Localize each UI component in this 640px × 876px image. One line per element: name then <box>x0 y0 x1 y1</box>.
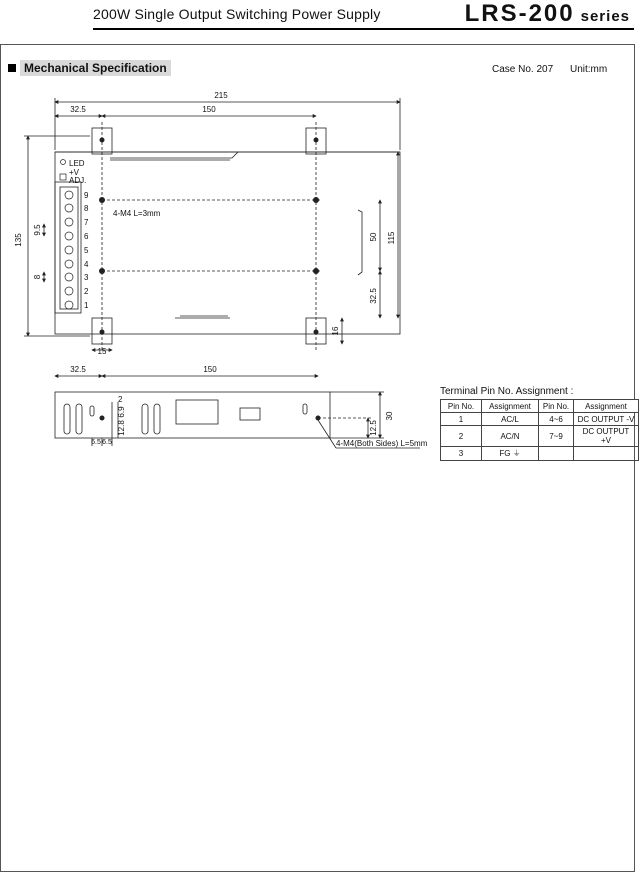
label-led: LED <box>69 159 85 168</box>
pin-label: 3 <box>84 273 89 282</box>
table-cell: DC OUTPUT +V <box>574 426 639 447</box>
side-dim-65a: 6.5 <box>91 439 101 446</box>
table-cell: AC/N <box>482 426 539 447</box>
side-dim-2: 2 <box>118 395 123 404</box>
case-number: Case No. 207 <box>492 64 554 75</box>
label-vplus: +V <box>69 168 80 177</box>
unit-label: Unit:mm <box>570 64 608 75</box>
side-dim-125: 12.5 <box>369 420 378 436</box>
pin-label: 1 <box>84 301 89 310</box>
table-row <box>441 447 639 461</box>
pin-label: 2 <box>84 287 89 296</box>
dim-edge-16: 16 <box>331 326 340 336</box>
side-dim-128: 12.8 <box>117 420 126 436</box>
pin-label: 5 <box>84 246 89 255</box>
side-dim-69: 6.9 <box>117 406 126 418</box>
dim-inner-h: 115 <box>387 231 396 245</box>
pin-label: 6 <box>84 232 89 241</box>
table-cell <box>574 447 639 461</box>
pin-label: 8 <box>84 204 89 213</box>
table-header-row <box>441 400 639 413</box>
table-cell: 7~9 <box>539 426 574 447</box>
terminal-block <box>60 187 78 309</box>
pin-label: 4 <box>84 260 89 269</box>
table-cell: FG ⏚ <box>482 447 539 461</box>
column-header: Assignment <box>482 400 539 413</box>
table-row <box>441 413 639 426</box>
dim-edge-15: 15 <box>97 347 107 356</box>
column-header: Pin No. <box>539 400 574 413</box>
dim-offset-left: 32.5 <box>70 105 86 114</box>
dim-pitch-b: 8 <box>33 274 42 280</box>
document-title: 200W Single Output Switching Power Supply <box>93 6 381 22</box>
column-header: Pin No. <box>441 400 482 413</box>
dim-hole-bottom: 32.5 <box>369 288 378 304</box>
dim-overall-width: 215 <box>214 91 228 100</box>
side-view-body <box>55 392 330 438</box>
side-dim-hole-span: 150 <box>203 365 217 374</box>
dim-hole-v: 50 <box>369 232 378 242</box>
top-view-body <box>55 152 400 334</box>
table-cell: 1 <box>441 413 482 426</box>
side-dim-height: 30 <box>385 411 394 421</box>
table-row <box>441 426 639 447</box>
dim-hole-span: 150 <box>202 105 216 114</box>
side-dim-offset-left: 32.5 <box>70 365 86 374</box>
dim-pitch: 9.5 <box>33 224 42 236</box>
table-cell: DC OUTPUT -V <box>574 413 639 426</box>
pin-label: 7 <box>84 218 89 227</box>
side-connector-window <box>176 400 218 424</box>
section-label: Mechanical Specification <box>20 60 171 76</box>
column-header: Assignment <box>574 400 639 413</box>
pin-label: 9 <box>84 191 89 200</box>
table-cell <box>539 447 574 461</box>
terminal-table <box>440 399 639 461</box>
side-dim-65b: 6.5 <box>102 439 112 446</box>
label-adj: ADJ. <box>69 176 87 185</box>
table-cell: AC/L <box>482 413 539 426</box>
terminal-table-title: Terminal Pin No. Assignment : <box>440 386 574 397</box>
model-series: series <box>580 8 630 25</box>
dim-height: 135 <box>14 233 23 247</box>
table-cell: 4~6 <box>539 413 574 426</box>
side-screw-label: 4-M4(Both Sides) L=5mm <box>336 439 428 448</box>
label-screw-top: 4-M4 L=3mm <box>113 209 161 218</box>
model-number: LRS-200 <box>464 0 575 27</box>
table-cell: 3 <box>441 447 482 461</box>
table-cell: 2 <box>441 426 482 447</box>
